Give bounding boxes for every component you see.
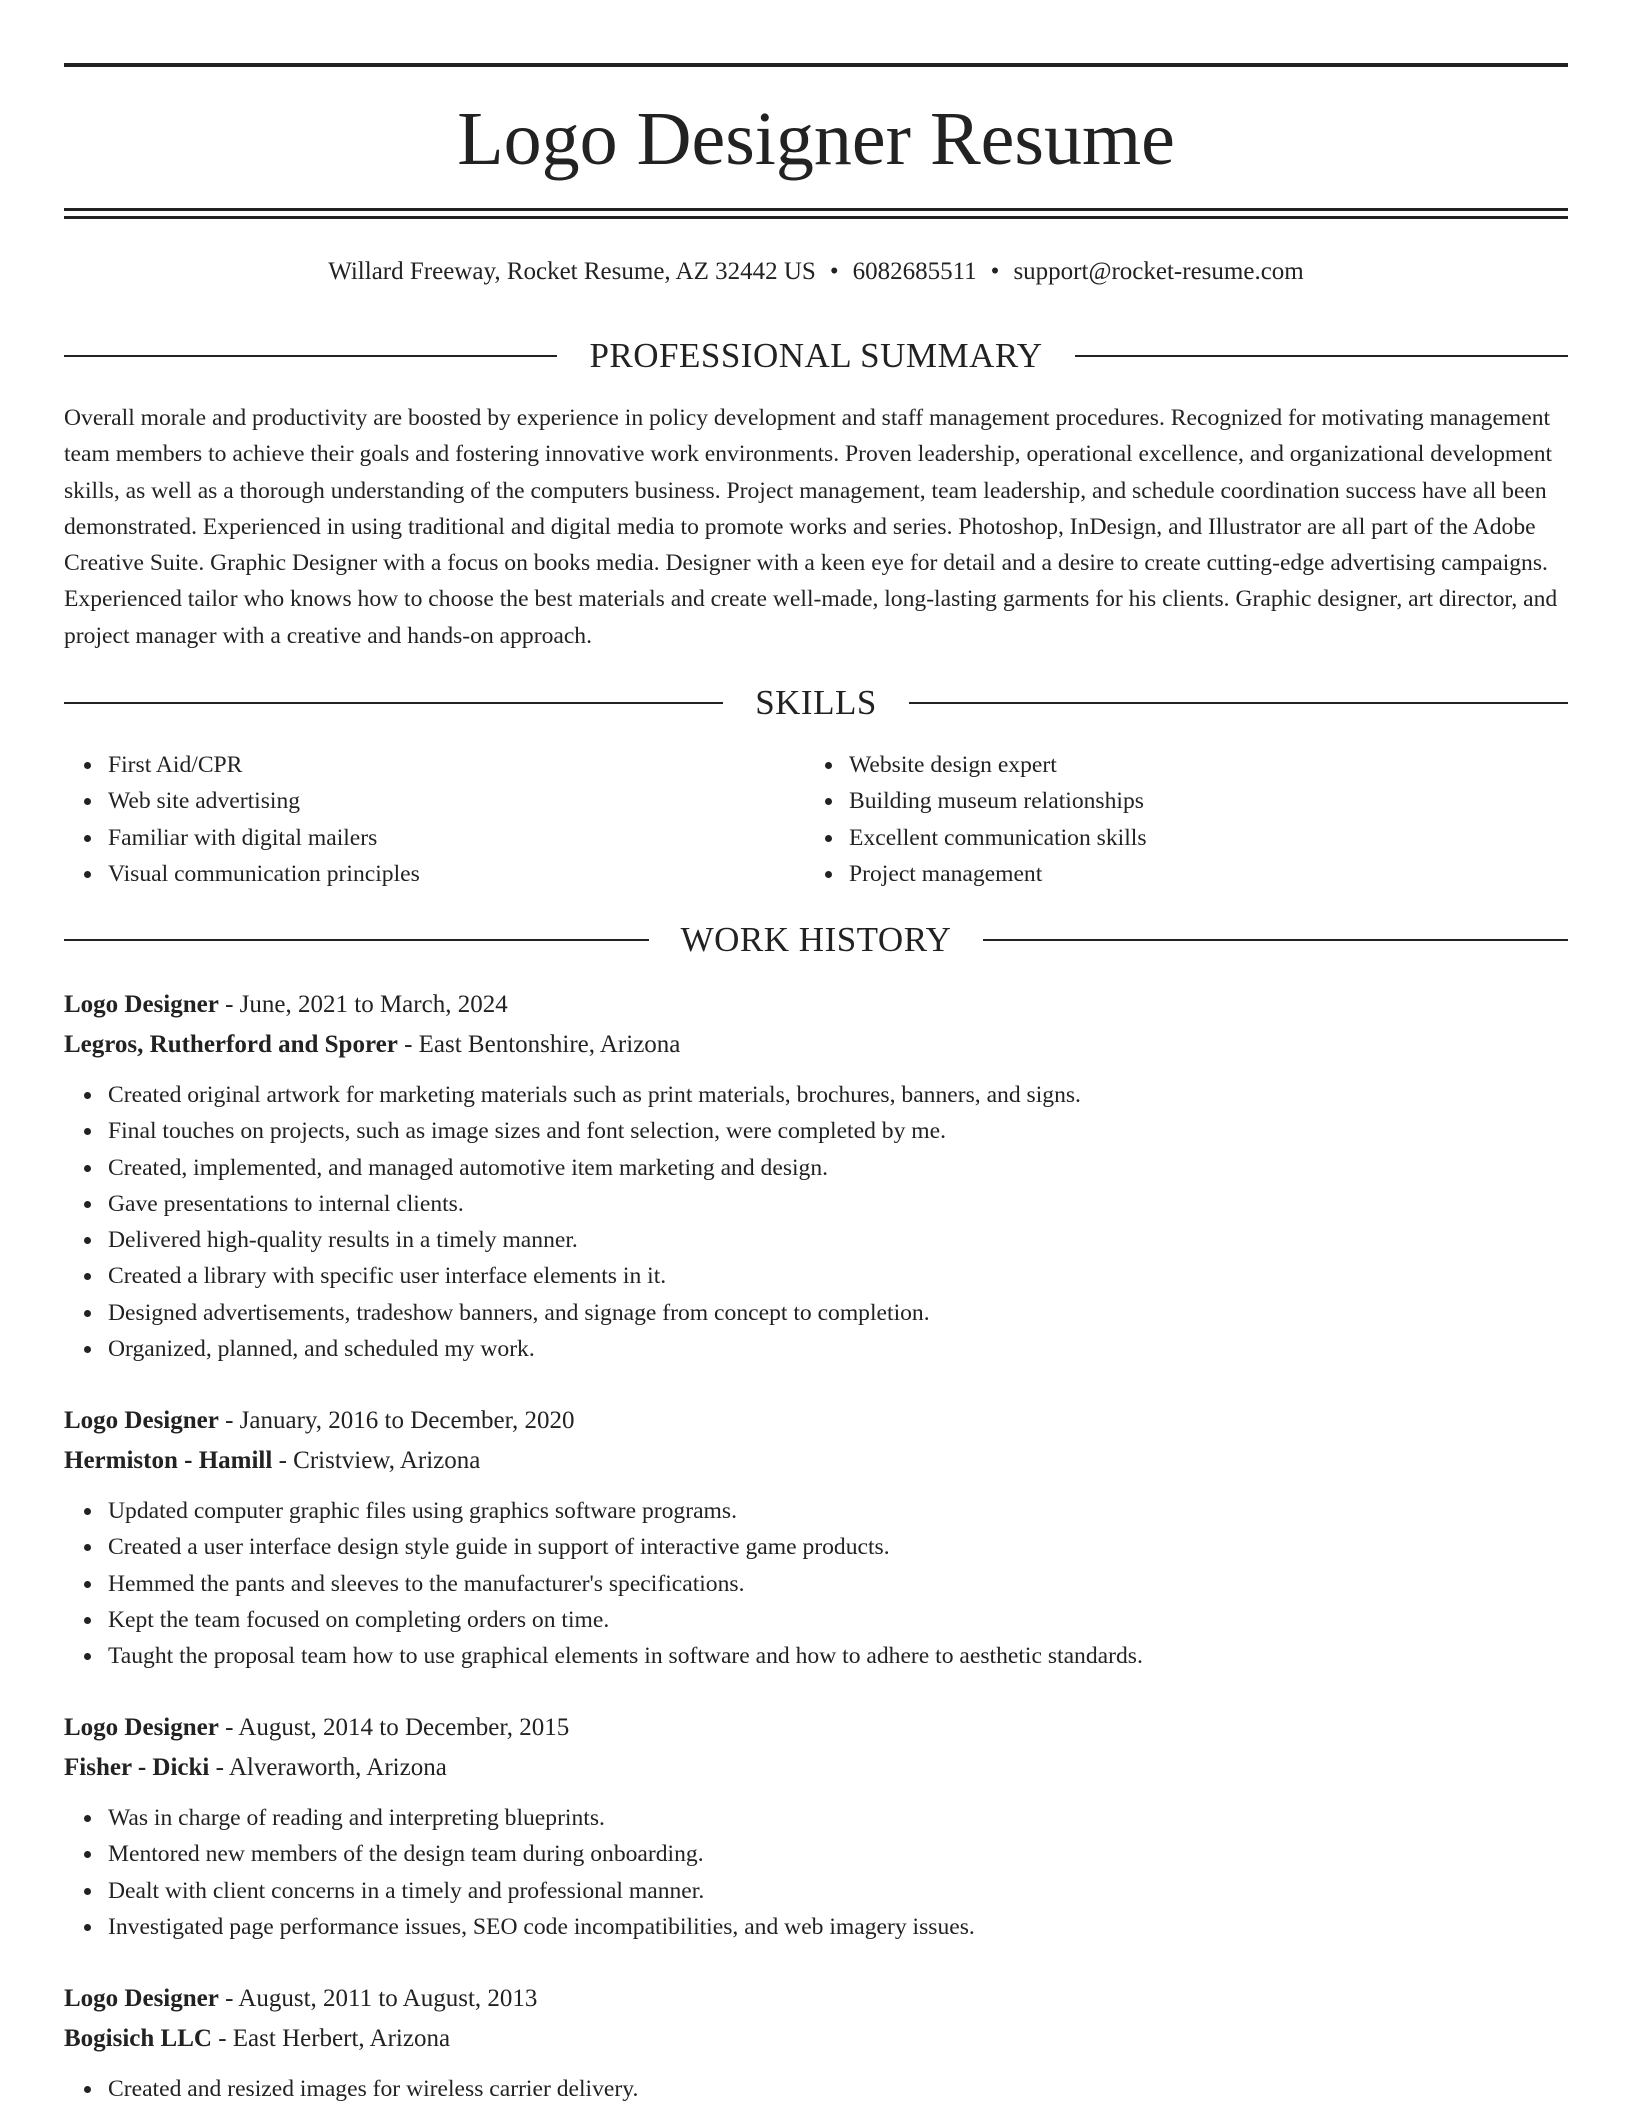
job-location: - Alveraworth, Arizona — [209, 1754, 447, 1781]
job-bullet: Dealt with client concerns in a timely and professional manner. — [108, 1873, 1568, 1909]
contact-separator: • — [990, 258, 1000, 285]
job-bullet: Organized, planned, and scheduled my work. — [108, 1331, 1568, 1367]
heading-rule — [64, 355, 557, 357]
job-dates: - August, 2011 to August, 2013 — [218, 1985, 538, 2012]
skills-column-left — [64, 747, 805, 892]
contact-separator: • — [829, 258, 839, 285]
job-entry — [64, 1403, 1568, 1674]
job-dates: - June, 2021 to March, 2024 — [218, 991, 508, 1018]
heading-rule — [909, 702, 1568, 704]
job-bullets — [64, 2071, 1568, 2107]
job-bullet: Created a user interface design style guide in support of interactive game products. — [108, 1529, 1568, 1565]
job-bullets — [64, 1077, 1568, 1367]
job-bullet: Created original artwork for marketing materials such as print materials, brochures, banners, and signs. — [108, 1077, 1568, 1113]
top-rule — [64, 63, 1568, 67]
job-title: Logo Designer — [64, 1985, 219, 2012]
summary-paragraph: Overall morale and productivity are boosted by experience in policy development and staff management procedures. Recognized for motivating management team members to achieve their goals and fostering innovative work environments. Proven leadership, operational excellence, and organizational development skills, as well as a thorough understanding of the computers business. Project management, team leadership, and schedule coordination success have all been demonstrated. Experienced in using traditional and digital media to promote works and series. Photoshop, InDesign, and Illustrator are all part of the Adobe Creative Suite. Graphic Designer with a focus on books media. Designer with a keen eye for detail and a desire to create cutting-edge advertising campaigns. Experienced tailor who knows how to choose the best materials and create well-made, long-lasting garments for his clients. Graphic designer, art director, and project manager with a creative and hands-on approach. — [64, 405, 1558, 649]
job-bullet: Designed advertisements, tradeshow banners, and signage from concept to completion. — [108, 1295, 1568, 1331]
job-title-line — [64, 1981, 1568, 2017]
job-bullet: Was in charge of reading and interpreting blueprints. — [108, 1800, 1568, 1836]
section-heading-summary — [64, 334, 1568, 378]
job-bullet: Updated computer graphic files using graphics software programs. — [108, 1493, 1568, 1529]
job-title: Logo Designer — [64, 991, 219, 1018]
section-heading-work-history — [64, 918, 1568, 962]
job-company-line — [64, 1750, 1568, 1786]
job-entry — [64, 1710, 1568, 1945]
skills-column-right — [805, 747, 1568, 892]
job-entry — [64, 987, 1568, 1367]
job-dates: - January, 2016 to December, 2020 — [218, 1407, 575, 1434]
skill-item: Familiar with digital mailers — [108, 820, 805, 856]
skill-item: First Aid/CPR — [108, 747, 805, 783]
heading-rule — [983, 939, 1568, 941]
job-title-line — [64, 987, 1568, 1023]
contact-phone: 6082685511 — [852, 258, 977, 285]
job-company: Legros, Rutherford and Sporer — [64, 1031, 398, 1058]
skill-item: Visual communication principles — [108, 856, 805, 892]
job-location: - East Bentonshire, Arizona — [397, 1031, 681, 1058]
resume-title: Logo Designer Resume — [457, 97, 1175, 181]
job-bullet: Investigated page performance issues, SEO code incompatibilities, and web imagery issues. — [108, 1909, 1568, 1945]
title-rule-lower — [64, 216, 1568, 219]
job-company-line — [64, 2021, 1568, 2057]
skill-item: Building museum relationships — [849, 783, 1568, 819]
job-bullet: Final touches on projects, such as image sizes and font selection, were completed by me. — [108, 1113, 1568, 1149]
title-rule-upper — [64, 208, 1568, 211]
skill-item: Website design expert — [849, 747, 1568, 783]
job-title: Logo Designer — [64, 1407, 219, 1434]
heading-rule — [1075, 355, 1568, 357]
job-bullet: Hemmed the pants and sleeves to the manufacturer's specifications. — [108, 1566, 1568, 1602]
job-bullet: Created, implemented, and managed automotive item marketing and design. — [108, 1150, 1568, 1186]
section-title: SKILLS — [755, 683, 877, 722]
job-dates: - August, 2014 to December, 2015 — [218, 1714, 570, 1741]
job-company: Fisher - Dicki — [64, 1754, 210, 1781]
skill-item: Excellent communication skills — [849, 820, 1568, 856]
job-title: Logo Designer — [64, 1714, 219, 1741]
job-bullet: Delivered high-quality results in a timely manner. — [108, 1222, 1568, 1258]
job-location: - Cristview, Arizona — [272, 1447, 481, 1474]
job-title-line — [64, 1710, 1568, 1746]
job-company-line — [64, 1027, 1568, 1063]
contact-address: Willard Freeway, Rocket Resume, AZ 32442 US — [328, 258, 816, 285]
job-company-line — [64, 1443, 1568, 1479]
skills-list — [64, 747, 1568, 892]
skill-item: Project management — [849, 856, 1568, 892]
job-bullet: Taught the proposal team how to use graphical elements in software and how to adhere to aesthetic standards. — [108, 1638, 1568, 1674]
heading-rule — [64, 702, 723, 704]
contact-line — [64, 254, 1568, 290]
job-company: Bogisich LLC — [64, 2025, 212, 2052]
job-bullets — [64, 1493, 1568, 1674]
job-entry — [64, 1981, 1568, 2107]
job-bullets — [64, 1800, 1568, 1945]
job-bullet: Mentored new members of the design team during onboarding. — [108, 1836, 1568, 1872]
section-title: PROFESSIONAL SUMMARY — [589, 336, 1043, 375]
contact-email[interactable]: support@rocket-resume.com — [1013, 258, 1304, 285]
job-company: Hermiston - Hamill — [64, 1447, 273, 1474]
job-bullet: Kept the team focused on completing orders on time. — [108, 1602, 1568, 1638]
section-title: WORK HISTORY — [680, 920, 952, 959]
job-bullet: Gave presentations to internal clients. — [108, 1186, 1568, 1222]
job-title-line — [64, 1403, 1568, 1439]
job-bullet: Created a library with specific user interface elements in it. — [108, 1258, 1568, 1294]
heading-rule — [64, 939, 649, 941]
section-heading-skills — [64, 681, 1568, 725]
skill-item: Web site advertising — [108, 783, 805, 819]
job-bullet: Created and resized images for wireless carrier delivery. — [108, 2071, 1568, 2107]
job-location: - East Herbert, Arizona — [211, 2025, 451, 2052]
